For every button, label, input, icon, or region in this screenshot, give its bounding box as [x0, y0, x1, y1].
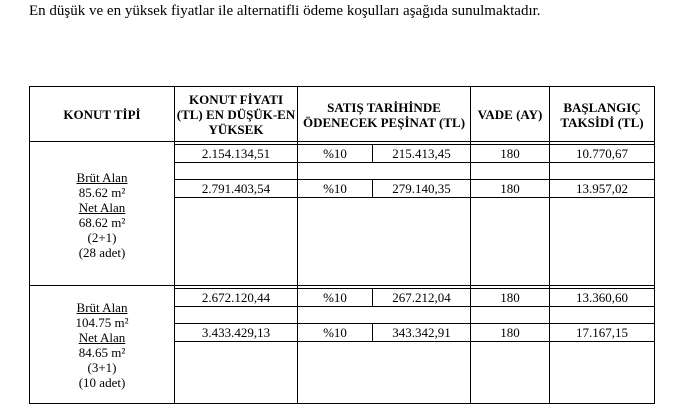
net-value: 68.62 m²	[78, 215, 126, 230]
vade-cell: 180	[470, 323, 550, 342]
oran-cell: %10	[297, 144, 373, 163]
intro-text: En düşük ve en yüksek fiyatlar ile alternatifli ödeme koşulları aşağıda sunulmaktadır.	[29, 3, 541, 19]
vade-cell: 180	[470, 288, 550, 307]
fiyat-cell: 2.154.134,51	[174, 144, 298, 163]
group-divider	[29, 285, 655, 286]
room-count: (3+1)	[87, 360, 117, 375]
unit-count: (28 adet)	[78, 245, 126, 260]
brut-label: Brüt Alan	[76, 300, 128, 315]
net-label: Net Alan	[78, 200, 126, 215]
fiyat-cell: 2.791.403,54	[174, 179, 298, 198]
konut-type-3plus1	[30, 300, 174, 390]
brut-label: Brüt Alan	[76, 170, 128, 185]
pesinat-cell: 215.413,45	[372, 144, 471, 163]
pesinat-cell: 279.140,35	[372, 179, 471, 198]
net-label: Net Alan	[78, 330, 126, 345]
taksit-cell: 10.770,67	[549, 144, 655, 163]
net-value: 84.65 m²	[78, 345, 126, 360]
header-fiyat: KONUT FİYATI (TL) EN DÜŞÜK-EN YÜKSEK	[176, 92, 296, 137]
unit-count: (10 adet)	[78, 375, 126, 390]
header-taksit: BAŞLANGIÇ TAKSİDİ (TL)	[560, 99, 644, 130]
oran-cell: %10	[297, 179, 373, 198]
fiyat-cell: 2.672.120,44	[174, 288, 298, 307]
header-pesinat: SATIŞ TARİHİNDE ÖDENECEK PEŞİNAT (TL)	[302, 99, 466, 130]
brut-value: 104.75 m²	[75, 315, 129, 330]
vade-cell: 180	[470, 179, 550, 198]
oran-cell: %10	[297, 288, 373, 307]
pesinat-cell: 343.342,91	[372, 323, 471, 342]
header-vade: VADE (AY)	[477, 107, 543, 122]
header-konut-tipi: KONUT TİPİ	[63, 107, 141, 122]
brut-value: 85.62 m²	[78, 185, 126, 200]
pesinat-cell: 267.212,04	[372, 288, 471, 307]
konut-type-2plus1	[30, 170, 174, 260]
vade-cell: 180	[470, 144, 550, 163]
taksit-cell: 13.360,60	[549, 288, 655, 307]
taksit-cell: 13.957,02	[549, 179, 655, 198]
taksit-cell: 17.167,15	[549, 323, 655, 342]
room-count: (2+1)	[87, 230, 117, 245]
oran-cell: %10	[297, 323, 373, 342]
fiyat-cell: 3.433.429,13	[174, 323, 298, 342]
